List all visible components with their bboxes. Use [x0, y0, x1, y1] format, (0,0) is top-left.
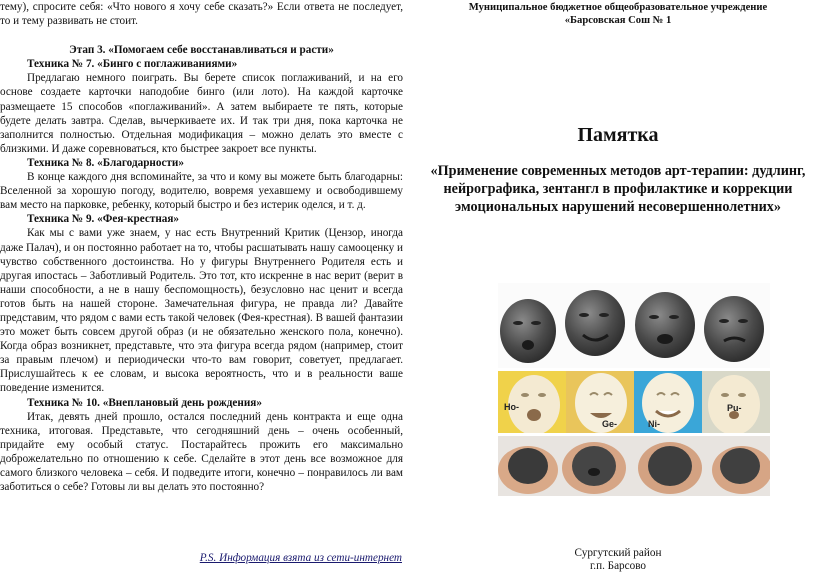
- institution-line-1: Муниципальное бюджетное общеобразовательное учреждение: [468, 2, 768, 13]
- technique-10-title: Техника № 10. «Внеплановый день рождения»: [27, 396, 262, 409]
- technique-7-title: Техника № 7. «Бинго с поглаживаниями»: [27, 58, 238, 71]
- source-note: P.S. Информация взята из сети-интернет: [199, 552, 402, 564]
- dark-faces-photo: [498, 283, 770, 368]
- technique-8-text: В конце каждого дня вспоминайте, за что и кому вы можете быть благодарны: Вселенной за хорошую погоду, водителю, вовремя уехавшему и освободившему вам место на парковке, ребенку, который быстро и без истерик оделся, и т. д.: [0, 171, 403, 212]
- technique-7-text: Предлагаю немного поиграть. Вы берете список поглаживаний, и на его основе создаете карточки наподобие бинго (или лото). На каждой карточке размещаете 15 способов «поглаживаний». А затем выбираете те пять, которые будете делать завтра. Сделав, вычеркиваете их. И так три дня, пока карточка не заполнится полностью. Отдельная модификация – можно делать это вместе с близкими. И даже соревноваться, кто быстрее закроет все пункты.: [0, 72, 403, 155]
- technique-8-title: Техника № 8. «Благодарности»: [27, 156, 184, 169]
- memo-subtitle: «Применение современных методов арт-терапии: дудлинг, нейрографика, зентангл в профилактике и коррекции эмоциональных нарушений несовершеннолетних»: [430, 163, 806, 215]
- face-label-ho: Ho-: [504, 402, 519, 412]
- institution-line-2: «Барсовская Сош № 1: [564, 15, 672, 26]
- technique-9-title: Техника № 9. «Фея-крестная»: [27, 213, 180, 226]
- face-label-pu: Pu-: [727, 403, 742, 413]
- location: [420, 547, 816, 573]
- technique-10-text: Итак, девять дней прошло, остался последний день контракта и еще одна техника, итоговая. Представьте, что сегодняшний день – очень особенный, придайте ему особый статус. Постарайтесь прожить его максимально доброжелательно по отношению к себе. Сделайте в этот день все возможное для самого близкого человека – себя. И подведите итоги, конечно – понравилось ли вам заботиться о себе? Готовы ли вы делать это постоянно?: [0, 410, 403, 494]
- stage-3-heading: Этап 3. «Помогаем себе восстанавливаться и расти»: [69, 44, 334, 57]
- face-label-ni: Ni-: [648, 419, 660, 429]
- light-faces-photo: [498, 371, 770, 433]
- face-label-ge: Ge-: [602, 419, 618, 429]
- location-line-1: Сургутский район: [574, 547, 662, 559]
- institution-name: [420, 1, 816, 27]
- memo-title: Памятка: [577, 124, 659, 146]
- squeezed-faces-photo: [498, 436, 770, 496]
- left-column: [0, 0, 403, 573]
- technique-9-text: Как мы с вами уже знаем, у нас есть Внутренний Критик (Цензор, иногда даже Палач), и он постоянно работает на то, чтобы расшатывать нашу самооценку и чувство собственного достоинства. Но у фигуры Внутреннего Родителя есть и другая ипостась – Заботливый Родитель. Это тот, кто искренне в нас верит (верит в наши способности, а не в нашу беспомощность), безусловно нас ценит и всегда готов быть на нашей стороне. Замечательная фигура, не правда ли? Давайте представим, что рядом с вами есть такой человек (Фея-крестная). В вашей фантазии это может быть совсем другой образ (и не обязательно женского пола, конечно). Когда образ возникнет, представьте, что эта фигура всегда рядом (например, стоит за правым плечом) и периодически что-то вам говорит, советует, предлагает. Прислушайтесь к ее словам, и высока вероятность, что и в реальности ваше поведение изменится.: [0, 227, 403, 395]
- antistress-faces-photo-collage: [498, 283, 770, 496]
- intro-paragraph: тему), спросите себя: «Что нового я хочу себе сказать?» Если ответа не последует, то и тему развивать не стоит.: [0, 1, 403, 28]
- location-line-2: г.п. Барсово: [589, 560, 647, 572]
